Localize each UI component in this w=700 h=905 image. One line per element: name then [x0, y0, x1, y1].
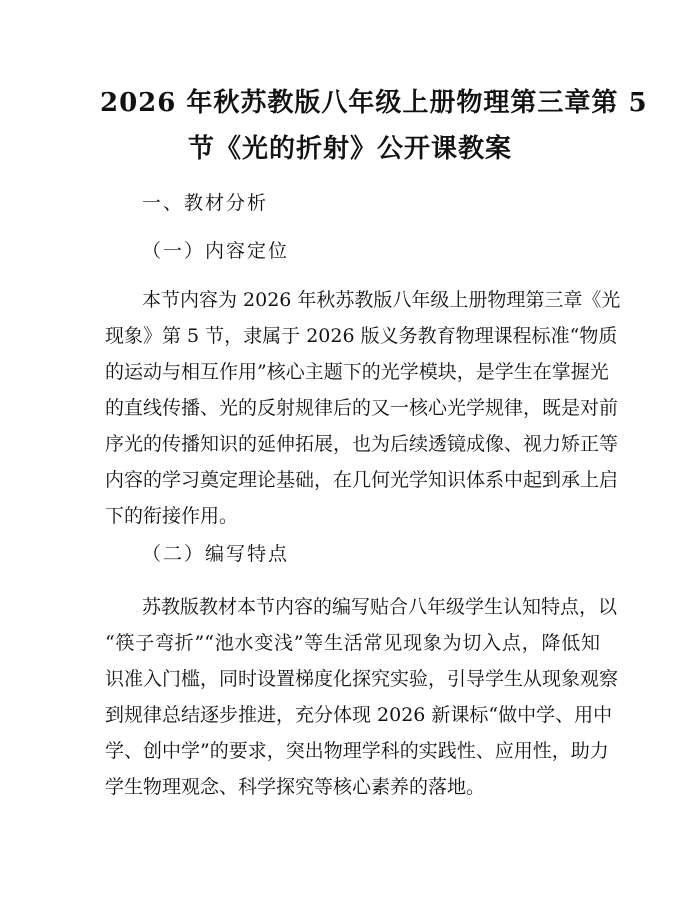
paragraph-line: 苏教版教材本节内容的编写贴合八年级学生认知特点，以	[142, 596, 618, 618]
paragraph-line: 到规律总结逐步推进，充分体现 2026 新课标“做中学、用中	[105, 704, 613, 726]
paragraph-line: 内容的学习奠定理论基础，在几何光学知识体系中起到承上启	[105, 469, 619, 491]
document-title-line-1: 2026 年秋苏教版八年级上册物理第三章第 5	[100, 88, 648, 118]
document-title-line-2: 节《光的折射》公开课教案	[187, 134, 512, 164]
paragraph-line: 的直线传播、光的反射规律后的又一核心光学规律，既是对前	[105, 397, 619, 419]
paragraph-line: 的运动与相互作用”核心主题下的光学模块，是学生在掌握光	[105, 361, 609, 383]
section-heading-textbook-analysis: 一、教材分析	[142, 192, 269, 214]
paragraph-line: 学、创中学”的要求，突出物理学科的实践性、应用性，助力	[105, 740, 609, 762]
subsection-heading-writing-features: （二）编写特点	[142, 543, 290, 565]
paragraph-line: “筷子弯折”“池水变浅”等生活常见现象为切入点，降低知	[105, 632, 600, 654]
paragraph-line: 识准入门槛，同时设置梯度化探究实验，引导学生从现象观察	[105, 668, 619, 690]
paragraph-line: 下的衔接作用。	[105, 505, 239, 527]
paragraph-line: 本节内容为 2026 年秋苏教版八年级上册物理第三章《光	[142, 289, 621, 311]
paragraph-line: 现象》第 5 节，隶属于 2026 版义务教育物理课程标准“物质	[105, 325, 618, 347]
paragraph-line: 序光的传播知识的延伸拓展，也为后续透镜成像、视力矫正等	[105, 433, 619, 455]
paragraph-line: 学生物理观念、科学探究等核心素养的落地。	[105, 776, 486, 798]
subsection-heading-content-positioning: （一）内容定位	[142, 240, 290, 262]
